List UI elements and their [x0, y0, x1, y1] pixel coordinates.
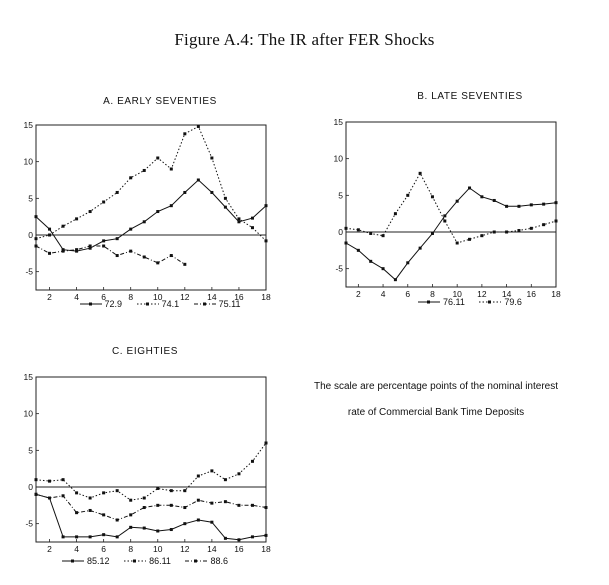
legend-label: 79.6 [504, 297, 522, 307]
legend-item [194, 299, 241, 309]
plot-frame [36, 125, 266, 290]
data-point [35, 493, 38, 496]
panel-eighties [0, 340, 290, 580]
x-tick-label: 16 [234, 544, 244, 554]
plot-frame [36, 377, 266, 542]
data-point [505, 205, 508, 208]
y-tick-label: 15 [23, 372, 33, 382]
data-point [143, 220, 146, 223]
series-line-88-6 [36, 494, 266, 520]
data-point [265, 534, 268, 537]
legend-item [124, 556, 171, 566]
data-point [116, 519, 119, 522]
data-point [143, 527, 146, 530]
data-point [183, 489, 186, 492]
data-point [237, 504, 240, 507]
data-point [62, 225, 65, 228]
data-point [129, 250, 132, 253]
data-point [170, 528, 173, 531]
y-tick-label: 15 [333, 117, 343, 127]
x-tick-label: 10 [452, 289, 462, 299]
data-point [251, 226, 254, 229]
x-tick-label: 4 [74, 544, 79, 554]
y-tick-label: 0 [28, 230, 33, 240]
legend [0, 556, 290, 567]
legend-label: 85.12 [87, 556, 110, 566]
data-point [468, 238, 471, 241]
data-point [210, 469, 213, 472]
data-point [468, 187, 471, 190]
x-tick-label: 14 [207, 292, 217, 302]
chart-early-seventies [0, 90, 290, 300]
data-point [129, 499, 132, 502]
data-point [48, 252, 51, 255]
data-point [129, 176, 132, 179]
x-tick-label: 10 [153, 544, 163, 554]
data-point [382, 234, 385, 237]
data-point [89, 497, 92, 500]
data-point [116, 191, 119, 194]
x-tick-label: 2 [47, 292, 52, 302]
y-tick-label: 5 [28, 445, 33, 456]
legend-item [185, 556, 228, 566]
series-line-75-11 [36, 246, 185, 264]
legend-item [137, 299, 180, 309]
data-point [210, 521, 213, 524]
legend-swatch-dashdot [185, 557, 207, 565]
data-point [197, 179, 200, 182]
data-point [210, 157, 213, 160]
data-point [251, 217, 254, 220]
data-point [517, 205, 520, 208]
data-point [35, 245, 38, 248]
data-point [170, 168, 173, 171]
data-point [48, 228, 51, 231]
data-point [102, 201, 105, 204]
data-point [251, 460, 254, 463]
data-point [89, 509, 92, 512]
data-point [197, 499, 200, 502]
y-tick-label: -5 [335, 263, 343, 274]
chart-eighties [0, 340, 290, 552]
data-point [493, 199, 496, 202]
x-tick-label: 12 [180, 544, 190, 554]
data-point [75, 248, 78, 251]
data-point [431, 195, 434, 198]
data-point [431, 232, 434, 235]
x-tick-label: 14 [207, 544, 217, 554]
data-point [102, 245, 105, 248]
x-tick-label: 8 [128, 292, 134, 302]
data-point [517, 229, 520, 232]
data-point [224, 206, 227, 209]
legend [30, 299, 290, 310]
x-tick-label: 18 [261, 544, 271, 554]
data-point [143, 169, 146, 172]
series-line-74-1 [36, 127, 266, 241]
legend-label: 74.1 [161, 299, 180, 309]
data-point [48, 497, 51, 500]
data-point [62, 250, 65, 253]
data-point [237, 538, 240, 541]
data-point [75, 217, 78, 220]
x-tick-label: 4 [380, 289, 386, 299]
data-point [251, 504, 254, 507]
data-point [170, 489, 173, 492]
x-tick-label: 14 [501, 289, 512, 299]
data-point [116, 254, 119, 257]
data-point [156, 504, 159, 507]
y-tick-label: -5 [25, 518, 33, 529]
data-point [369, 260, 372, 263]
x-tick-label: 8 [430, 289, 435, 299]
data-point [197, 125, 200, 128]
data-point [116, 237, 119, 240]
data-point [116, 489, 119, 492]
data-point [89, 245, 92, 248]
data-point [542, 223, 545, 226]
data-point [224, 478, 227, 481]
figure-title: Figure A.4: The IR after FER Shocks [174, 30, 435, 49]
legend-swatch-dotted [479, 298, 501, 306]
data-point [237, 472, 240, 475]
series-line-72-9 [36, 180, 266, 251]
data-point [48, 480, 51, 483]
data-point [369, 232, 372, 235]
data-point [143, 506, 146, 509]
data-point [357, 249, 360, 252]
data-point [89, 535, 92, 538]
x-tick-label: 2 [47, 544, 52, 554]
data-point [75, 491, 78, 494]
data-point [265, 506, 268, 509]
data-point [89, 210, 92, 213]
data-point [170, 504, 173, 507]
y-tick-label: 10 [23, 408, 33, 419]
data-point [406, 194, 409, 197]
legend-item [80, 299, 123, 309]
data-point [183, 191, 186, 194]
data-point [35, 478, 38, 481]
x-tick-label: 6 [101, 544, 107, 554]
legend-swatch-dashdot [194, 300, 216, 308]
data-point [224, 197, 227, 200]
y-tick-label: 10 [333, 153, 343, 164]
data-point [237, 217, 240, 220]
y-tick-label: 10 [23, 156, 33, 167]
data-point [394, 212, 397, 215]
panel-early-seventies [0, 90, 290, 330]
data-point [129, 526, 132, 529]
panel-title: C. EIGHTIES [111, 346, 179, 357]
y-tick-label: 15 [23, 120, 33, 130]
legend-label: 86.11 [149, 556, 171, 566]
legend [350, 297, 590, 308]
data-point [382, 267, 385, 270]
x-tick-label: 12 [180, 292, 190, 302]
x-tick-label: 18 [261, 292, 271, 302]
y-tick-label: -5 [25, 266, 33, 277]
data-point [265, 442, 268, 445]
data-point [357, 228, 360, 231]
data-point [345, 242, 348, 245]
data-point [197, 519, 200, 522]
scale-note: The scale are percentage points of the nominal interest rate of Commercial Bank Time Deposits [313, 381, 559, 418]
data-point [530, 227, 533, 230]
legend-swatch-dotted [124, 557, 146, 565]
data-point [183, 506, 186, 509]
panel-title: A. EARLY SEVENTIES [103, 96, 217, 107]
data-point [102, 533, 105, 536]
legend-label: 88.6 [210, 556, 228, 566]
legend-item [479, 297, 522, 307]
data-point [75, 535, 78, 538]
data-point [62, 494, 65, 497]
data-point [394, 278, 397, 281]
x-tick-label: 10 [153, 292, 163, 302]
y-tick-label: 5 [338, 190, 343, 201]
y-tick-label: 0 [28, 482, 33, 492]
data-point [75, 511, 78, 514]
data-point [183, 263, 186, 266]
data-point [62, 478, 65, 481]
legend-label: 72.9 [104, 299, 123, 309]
data-point [265, 239, 268, 242]
data-point [102, 239, 105, 242]
legend-swatch-solid [418, 298, 440, 306]
legend-item [62, 556, 110, 566]
data-point [480, 195, 483, 198]
x-tick-label: 16 [234, 292, 244, 302]
data-point [143, 497, 146, 500]
x-tick-label: 16 [526, 289, 537, 299]
data-point [530, 203, 533, 206]
data-point [224, 500, 227, 503]
data-point [156, 530, 159, 533]
data-point [35, 215, 38, 218]
data-point [143, 256, 146, 259]
data-point [210, 502, 213, 505]
series-line-86-11 [36, 443, 266, 500]
series-line-85-12 [36, 494, 266, 540]
data-point [102, 491, 105, 494]
data-point [170, 204, 173, 207]
data-point [542, 203, 545, 206]
data-point [419, 172, 422, 175]
data-point [48, 234, 51, 237]
data-point [116, 535, 119, 538]
data-point [345, 227, 348, 230]
data-point [443, 214, 446, 217]
y-tick-label: 0 [338, 227, 343, 237]
data-point [265, 204, 268, 207]
data-point [156, 487, 159, 490]
data-point [456, 200, 459, 203]
data-point [237, 220, 240, 223]
x-tick-label: 6 [405, 289, 411, 299]
x-tick-label: 8 [128, 544, 134, 554]
data-point [183, 132, 186, 135]
data-point [406, 261, 409, 264]
chart-late-seventies [300, 85, 590, 300]
data-point [35, 237, 38, 240]
data-point [197, 475, 200, 478]
data-point [224, 537, 227, 540]
data-point [210, 191, 213, 194]
data-point [480, 234, 483, 237]
data-point [493, 231, 496, 234]
data-point [419, 247, 422, 250]
data-point [505, 231, 508, 234]
data-point [156, 157, 159, 160]
data-point [102, 513, 105, 516]
y-tick-label: 5 [28, 193, 33, 204]
panel-title: B. LATE SEVENTIES [417, 91, 523, 102]
data-point [156, 261, 159, 264]
data-point [183, 522, 186, 525]
data-point [129, 228, 132, 231]
legend-swatch-dotted [137, 300, 159, 308]
legend-label: 76.11 [443, 297, 465, 307]
data-point [555, 201, 558, 204]
x-tick-label: 6 [101, 292, 107, 302]
x-tick-label: 4 [74, 292, 79, 302]
data-point [156, 210, 159, 213]
data-point [443, 220, 446, 223]
x-tick-label: 2 [355, 289, 361, 299]
data-point [170, 254, 173, 257]
legend-swatch-solid [80, 300, 102, 308]
plot-frame [346, 122, 556, 287]
data-point [62, 535, 65, 538]
x-tick-label: 12 [477, 289, 487, 299]
legend-item [418, 297, 465, 307]
data-point [251, 535, 254, 538]
x-tick-label: 18 [551, 289, 561, 299]
legend-swatch-solid [62, 557, 84, 565]
data-point [456, 242, 459, 245]
series-line-76-11 [346, 188, 556, 280]
data-point [129, 513, 132, 516]
data-point [555, 220, 558, 223]
legend-label: 75.11 [218, 299, 241, 309]
panel-late-seventies [300, 85, 590, 330]
